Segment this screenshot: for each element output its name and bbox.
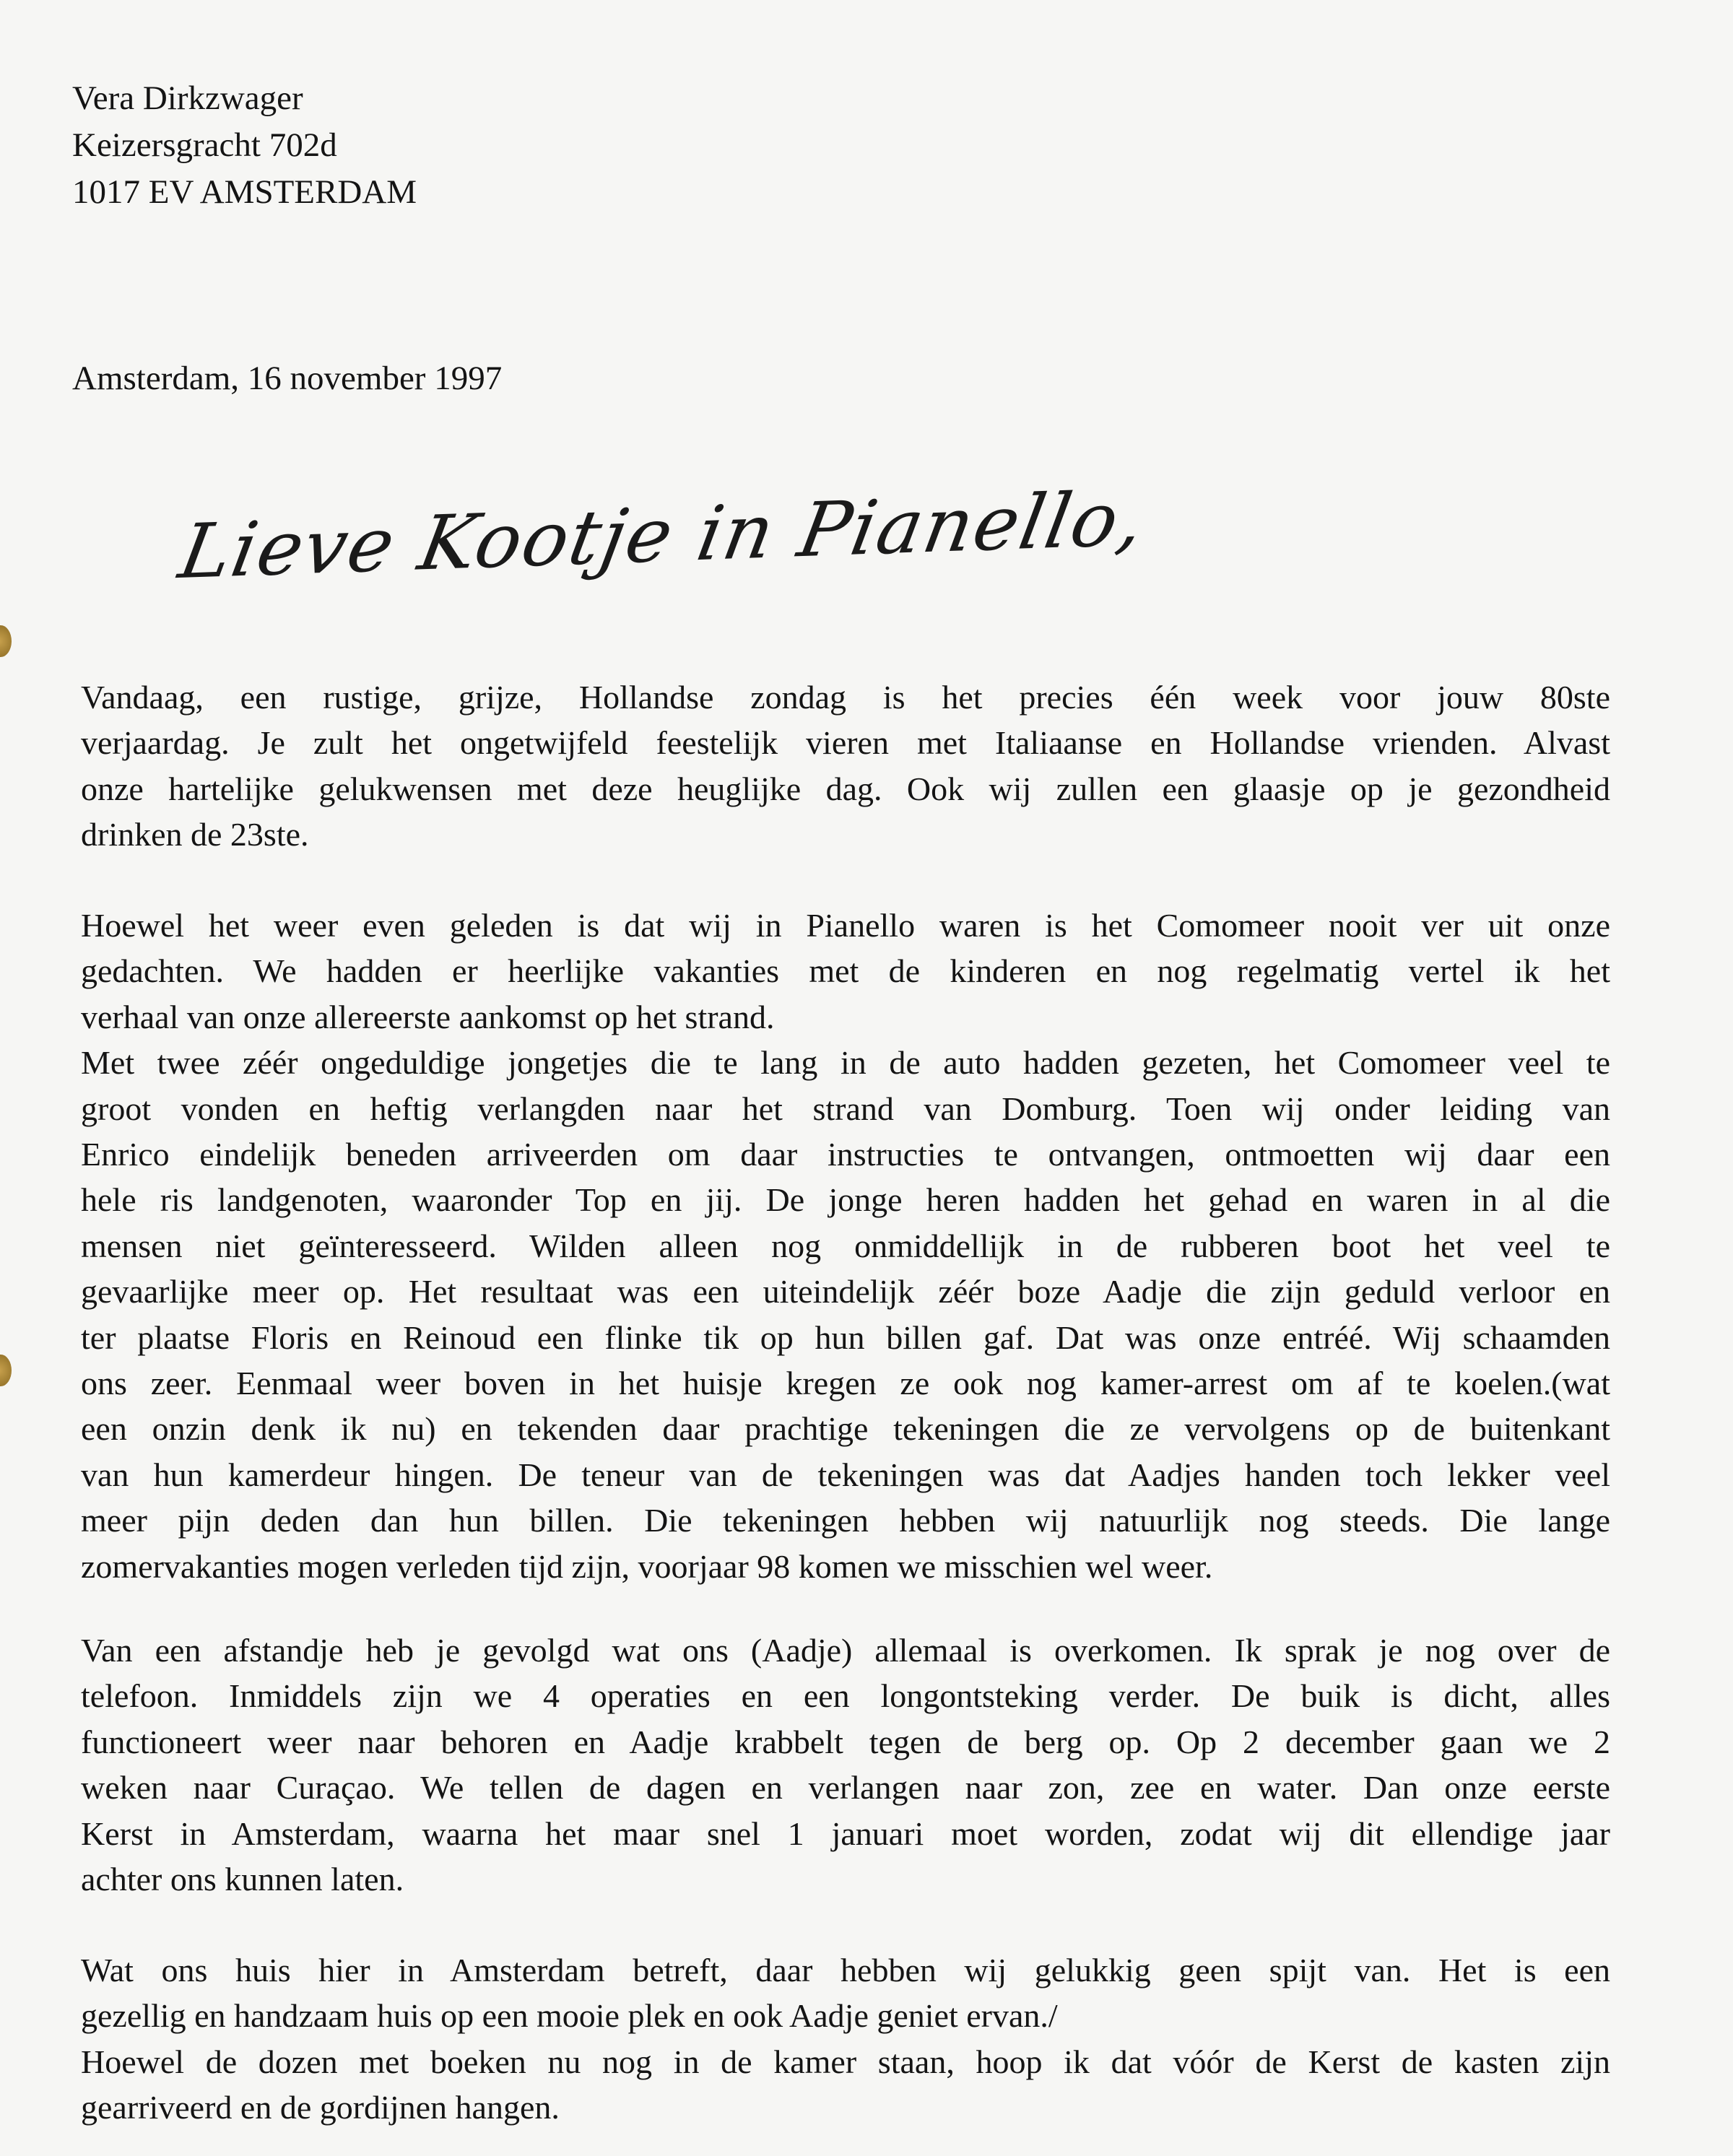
text-line: Kerst in Amsterdam, waarna het maar snel 1 januari moet worden, zodat wij dit ellendige jaar bbox=[81, 1814, 1610, 1852]
text-line: verjaardag. Je zult het ongetwijfeld feestelijk vieren met Italiaanse en Hollandse vrienden. Alvast bbox=[81, 724, 1610, 762]
text-line: gevaarlijke meer op. Het resultaat was een uiteindelijk zéér boze Aadje die zijn geduld verloor en bbox=[81, 1273, 1610, 1310]
paragraph-house bbox=[81, 1947, 1610, 2131]
text-line: mensen niet geïnteresseerd. Wilden alleen nog onmiddellijk in de rubberen boot het veel te bbox=[81, 1227, 1610, 1264]
text-line: verhaal van onze allereerste aankomst op het strand. bbox=[81, 998, 775, 1035]
sender-street: Keizersgracht 702d bbox=[72, 126, 337, 164]
text-line: Van een afstandje heb je gevolgd wat ons (Aadje) allemaal is overkomen. Ik sprak je nog over de bbox=[81, 1632, 1610, 1669]
text-line: ter plaatse Floris en Reinoud een flinke tik op hun billen gaf. Dat was onze entréé. Wij schaamden bbox=[81, 1318, 1610, 1356]
handwritten-salutation: Lieve Kootje in Pianello, bbox=[173, 474, 1152, 596]
text-line: Hoewel de dozen met boeken nu nog in de kamer staan, hoop ik dat vóór de Kerst de kasten zijn bbox=[81, 2043, 1610, 2080]
text-line: Hoewel het weer even geleden is dat wij in Pianello waren is het Comomeer nooit ver uit onze bbox=[81, 907, 1610, 944]
sender-name: Vera Dirkzwager bbox=[72, 79, 303, 117]
text-line: telefoon. Inmiddels zijn we 4 operaties en een longontsteking verder. De buik is dicht, alles bbox=[81, 1677, 1610, 1715]
text-line: hele ris landgenoten, waaronder Top en jij. De jonge heren hadden het gehad en waren in al die bbox=[81, 1181, 1610, 1219]
text-line: zomervakanties mogen verleden tijd zijn, voorjaar 98 komen we misschien wel weer. bbox=[81, 1547, 1213, 1585]
text-line: ons zeer. Eenmaal weer boven in het huisje kregen ze ook nog kamer-arrest om af te koelen.(wat bbox=[81, 1365, 1610, 1402]
paragraph-pianello-memories bbox=[81, 903, 1610, 1589]
text-line: functioneert weer naar behoren en Aadje krabbelt tegen de berg op. Op 2 december gaan we 2 bbox=[81, 1723, 1610, 1760]
text-line: achter ons kunnen laten. bbox=[81, 1861, 404, 1898]
text-line: groot vonden en heftig verlangden naar het strand van Domburg. Toen wij onder leiding van bbox=[81, 1090, 1610, 1127]
paragraph-birthday bbox=[81, 674, 1610, 858]
text-line: gearriveerd en de gordijnen hangen. bbox=[81, 2089, 560, 2126]
punch-hole-mark bbox=[0, 1355, 12, 1386]
text-line: een onzin denk ik nu) en tekenden daar prachtige tekeningen die ze vervolgens op de buitenkant bbox=[81, 1410, 1610, 1448]
paragraph-health-update bbox=[81, 1627, 1610, 1902]
punch-hole-mark bbox=[0, 625, 12, 657]
text-line: Enrico eindelijk beneden arriveerden om daar instructies te ontvangen, ontmoetten wij daar een bbox=[81, 1136, 1610, 1173]
text-line: van hun kamerdeur hingen. De teneur van de tekeningen was dat Aadjes handen toch lekker veel bbox=[81, 1456, 1610, 1493]
text-line: gedachten. We hadden er heerlijke vakanties met de kinderen en nog regelmatig vertel ik het bbox=[81, 952, 1610, 990]
text-line: onze hartelijke gelukwensen met deze heuglijke dag. Ook wij zullen een glaasje op je gezondheid bbox=[81, 770, 1610, 807]
text-line: Wat ons huis hier in Amsterdam betreft, daar hebben wij gelukkig geen spijt van. Het is een bbox=[81, 1952, 1610, 1988]
text-line: weken naar Curaçao. We tellen de dagen en verlangen naar zon, zee en water. Dan onze eerste bbox=[81, 1769, 1610, 1807]
text-line: gezellig en handzaam huis op een mooie plek en ook Aadje geniet ervan./ bbox=[81, 1997, 1058, 2035]
text-line: drinken de 23ste. bbox=[81, 816, 309, 853]
date-line: Amsterdam, 16 november 1997 bbox=[72, 360, 503, 397]
text-line: meer pijn deden dan hun billen. Die tekeningen hebben wij natuurlijk nog steeds. Die lange bbox=[81, 1502, 1610, 1539]
text-line: Vandaag, een rustige, grijze, Hollandse zondag is het precies één week voor jouw 80ste bbox=[81, 679, 1610, 716]
sender-city: 1017 EV AMSTERDAM bbox=[72, 173, 417, 211]
text-line: Met twee zéér ongeduldige jongetjes die te lang in de auto hadden gezeten, het Comomeer veel te bbox=[81, 1044, 1610, 1082]
sender-address bbox=[72, 75, 417, 216]
